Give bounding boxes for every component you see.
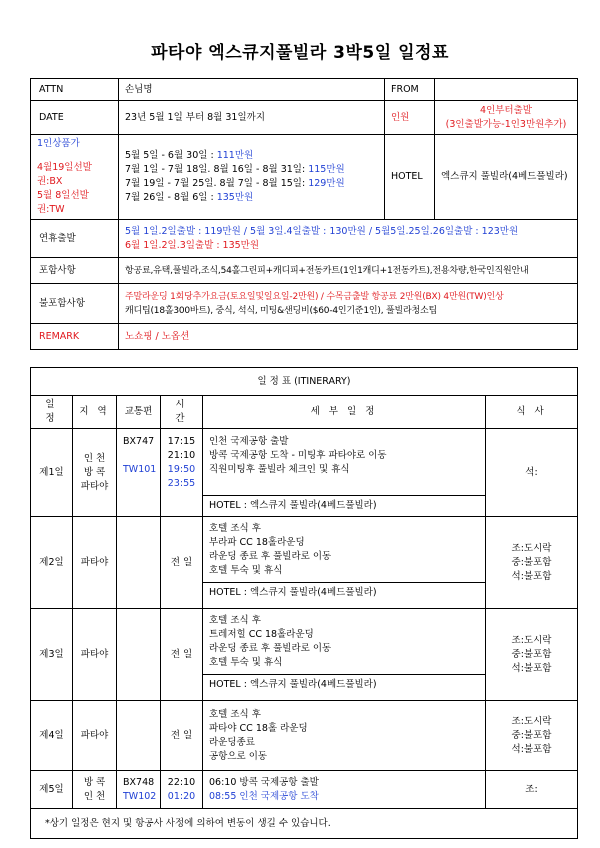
meals-cell: 조:도시락 중:불포함 석:불포함 bbox=[486, 609, 578, 701]
excluded-line-2: 캐디팁(18홀300바트), 중식, 석식, 미팅&샌딩비($60-4인기준1인), 풀빌라청소팁 bbox=[125, 305, 438, 316]
remark-label: REMARK bbox=[31, 324, 119, 350]
hotel-line: HOTEL : 엑스큐지 풀빌라(4베드풀빌라) bbox=[203, 495, 485, 516]
meals-cell: 조:도시락 중:불포함 석:불포함 bbox=[486, 701, 578, 771]
price-line: 7월 1일 - 7월 18일. 8월 16일 - 8월 31일: 115만원 bbox=[125, 164, 345, 175]
col-header-meals: 식 사 bbox=[486, 396, 578, 429]
details-cell: 06:10 방콕 국제공항 출발 08:55 인천 국제공항 도착 bbox=[203, 771, 486, 809]
col-header-day: 일 정 bbox=[31, 396, 73, 429]
day-label: 제4일 bbox=[31, 701, 73, 771]
price-line: 7월 26일 - 8월 6일 : 135만원 bbox=[125, 192, 254, 203]
hotel-line: HOTEL : 엑스큐지 풀빌라(4베드풀빌라) bbox=[203, 674, 485, 695]
time-cell: 전 일 bbox=[161, 517, 203, 609]
price-line: 7월 19일 - 7월 25일. 8월 7일 - 8월 15일: 129만원 bbox=[125, 178, 345, 189]
holiday-line-1: 5월 1일.2일출발 : 119만원 / 5월 3일.4일출발 : 130만원 / 5월5일.25일.26일출발 : 123만원 bbox=[125, 225, 519, 237]
hotel-value: 엑스큐지 풀빌라(4베드풀빌라) bbox=[435, 135, 578, 220]
date-value: 23년 5월 1일 부터 8월 31일까지 bbox=[119, 101, 385, 135]
details-cell: 호텔 조식 후 트레저힐 CC 18홀라운딩 라운딩 종료 후 풀빌라로 이동 호텔 투숙 및 휴식 HOTEL : 엑스큐지 풀빌라(4베드풀빌라) bbox=[203, 609, 486, 701]
time-cell: 17:15 21:10 19:50 23:55 bbox=[161, 429, 203, 517]
info-table bbox=[30, 78, 578, 350]
price-label-cell bbox=[31, 135, 119, 220]
excluded-line-1: 주말라운딩 1회당추가요금(토요일및일요일-2만원) / 수목금출발 항공료 2만원(BX) 4만원(TW)인상 bbox=[125, 291, 504, 302]
day-label: 제1일 bbox=[31, 429, 73, 517]
transport-cell: BX747 TW101 bbox=[117, 429, 161, 517]
itinerary-title: 일 정 표 (ITINERARY) bbox=[31, 368, 578, 396]
region-cell: 파타야 bbox=[73, 701, 117, 771]
people-label: 인원 bbox=[385, 101, 435, 135]
day-label: 제2일 bbox=[31, 517, 73, 609]
included-label: 포함사항 bbox=[31, 258, 119, 284]
itinerary-row bbox=[31, 609, 578, 701]
people-extra: (3인출발가능-1인3만원추가) bbox=[445, 118, 567, 130]
region-cell: 파타야 bbox=[73, 609, 117, 701]
footer-note: *상기 일정은 현지 및 항공사 사정에 의하여 변동이 생길 수 있습니다. bbox=[31, 809, 578, 839]
col-header-details: 세 부 일 정 bbox=[203, 396, 486, 429]
col-header-transport: 교통편 bbox=[117, 396, 161, 429]
price-list bbox=[119, 135, 385, 220]
region-cell: 파타야 bbox=[73, 517, 117, 609]
included-value: 항공료,유택,풀빌라,조식,54홀그린피+캐디피+전동카트(1인1캐디+1전동카트),전용차량,한국인직원안내 bbox=[119, 258, 578, 284]
price-line: 5월 5일 - 6월 30일 : 111만원 bbox=[125, 150, 254, 161]
details-cell: 호텔 조식 후 파타야 CC 18홀 라운딩 라운딩종료 공항으로 이동 bbox=[203, 701, 486, 771]
details-cell: 인천 국제공항 출발 방콕 국제공항 도착 - 미팅후 파타야로 이동 직원미팅후 풀빌라 체크인 및 휴식 HOTEL : 엑스큐지 풀빌라(4베드풀빌라) bbox=[203, 429, 486, 517]
meals-cell: 조: bbox=[486, 771, 578, 809]
col-header-region: 지 역 bbox=[73, 396, 117, 429]
holiday-line-2: 6월 1일.2일.3일출발 : 135만원 bbox=[125, 239, 260, 251]
people-value bbox=[435, 101, 578, 135]
col-header-time: 시 간 bbox=[161, 396, 203, 429]
transport-cell bbox=[117, 517, 161, 609]
from-value bbox=[435, 79, 578, 101]
itinerary-row bbox=[31, 701, 578, 771]
region-cell: 인 천 방 콕 파타야 bbox=[73, 429, 117, 517]
excluded-label: 불포함사항 bbox=[31, 284, 119, 324]
people-min: 4인부터출발 bbox=[480, 104, 532, 116]
excluded-value bbox=[119, 284, 578, 324]
price-note-tw: 5월 8일선발권:TW bbox=[37, 190, 89, 215]
holiday-label: 연휴출발 bbox=[31, 220, 119, 258]
meals-cell: 조:도시락 중:불포함 석:불포함 bbox=[486, 517, 578, 609]
time-cell: 전 일 bbox=[161, 609, 203, 701]
hotel-label: HOTEL bbox=[385, 135, 435, 220]
details-cell: 호텔 조식 후 부라파 CC 18홀라운딩 라운딩 종료 후 풀빌라로 이동 호텔 투숙 및 휴식 HOTEL : 엑스큐지 풀빌라(4베드풀빌라) bbox=[203, 517, 486, 609]
remark-value: 노쇼핑 / 노옵션 bbox=[119, 324, 578, 350]
itinerary-table bbox=[30, 367, 578, 839]
price-label: 1인상품가 bbox=[37, 138, 80, 149]
transport-cell bbox=[117, 701, 161, 771]
from-label: FROM bbox=[385, 79, 435, 101]
time-cell: 22:10 01:20 bbox=[161, 771, 203, 809]
date-label: DATE bbox=[31, 101, 119, 135]
holiday-value bbox=[119, 220, 578, 258]
day-label: 제3일 bbox=[31, 609, 73, 701]
transport-cell bbox=[117, 609, 161, 701]
day-label: 제5일 bbox=[31, 771, 73, 809]
hotel-line: HOTEL : 엑스큐지 풀빌라(4베드풀빌라) bbox=[203, 582, 485, 603]
page-title: 파타야 엑스큐지풀빌라 3박5일 일정표 bbox=[151, 43, 449, 63]
itinerary-row bbox=[31, 429, 578, 517]
attn-label: ATTN bbox=[31, 79, 119, 101]
transport-cell: BX748 TW102 bbox=[117, 771, 161, 809]
meals-cell: 석: bbox=[486, 429, 578, 517]
itinerary-row bbox=[31, 771, 578, 809]
region-cell: 방 콕 인 천 bbox=[73, 771, 117, 809]
time-cell: 전 일 bbox=[161, 701, 203, 771]
attn-value: 손님명 bbox=[119, 79, 385, 101]
price-note-bx: 4월19일선발권:BX bbox=[37, 162, 92, 187]
itinerary-row bbox=[31, 517, 578, 609]
